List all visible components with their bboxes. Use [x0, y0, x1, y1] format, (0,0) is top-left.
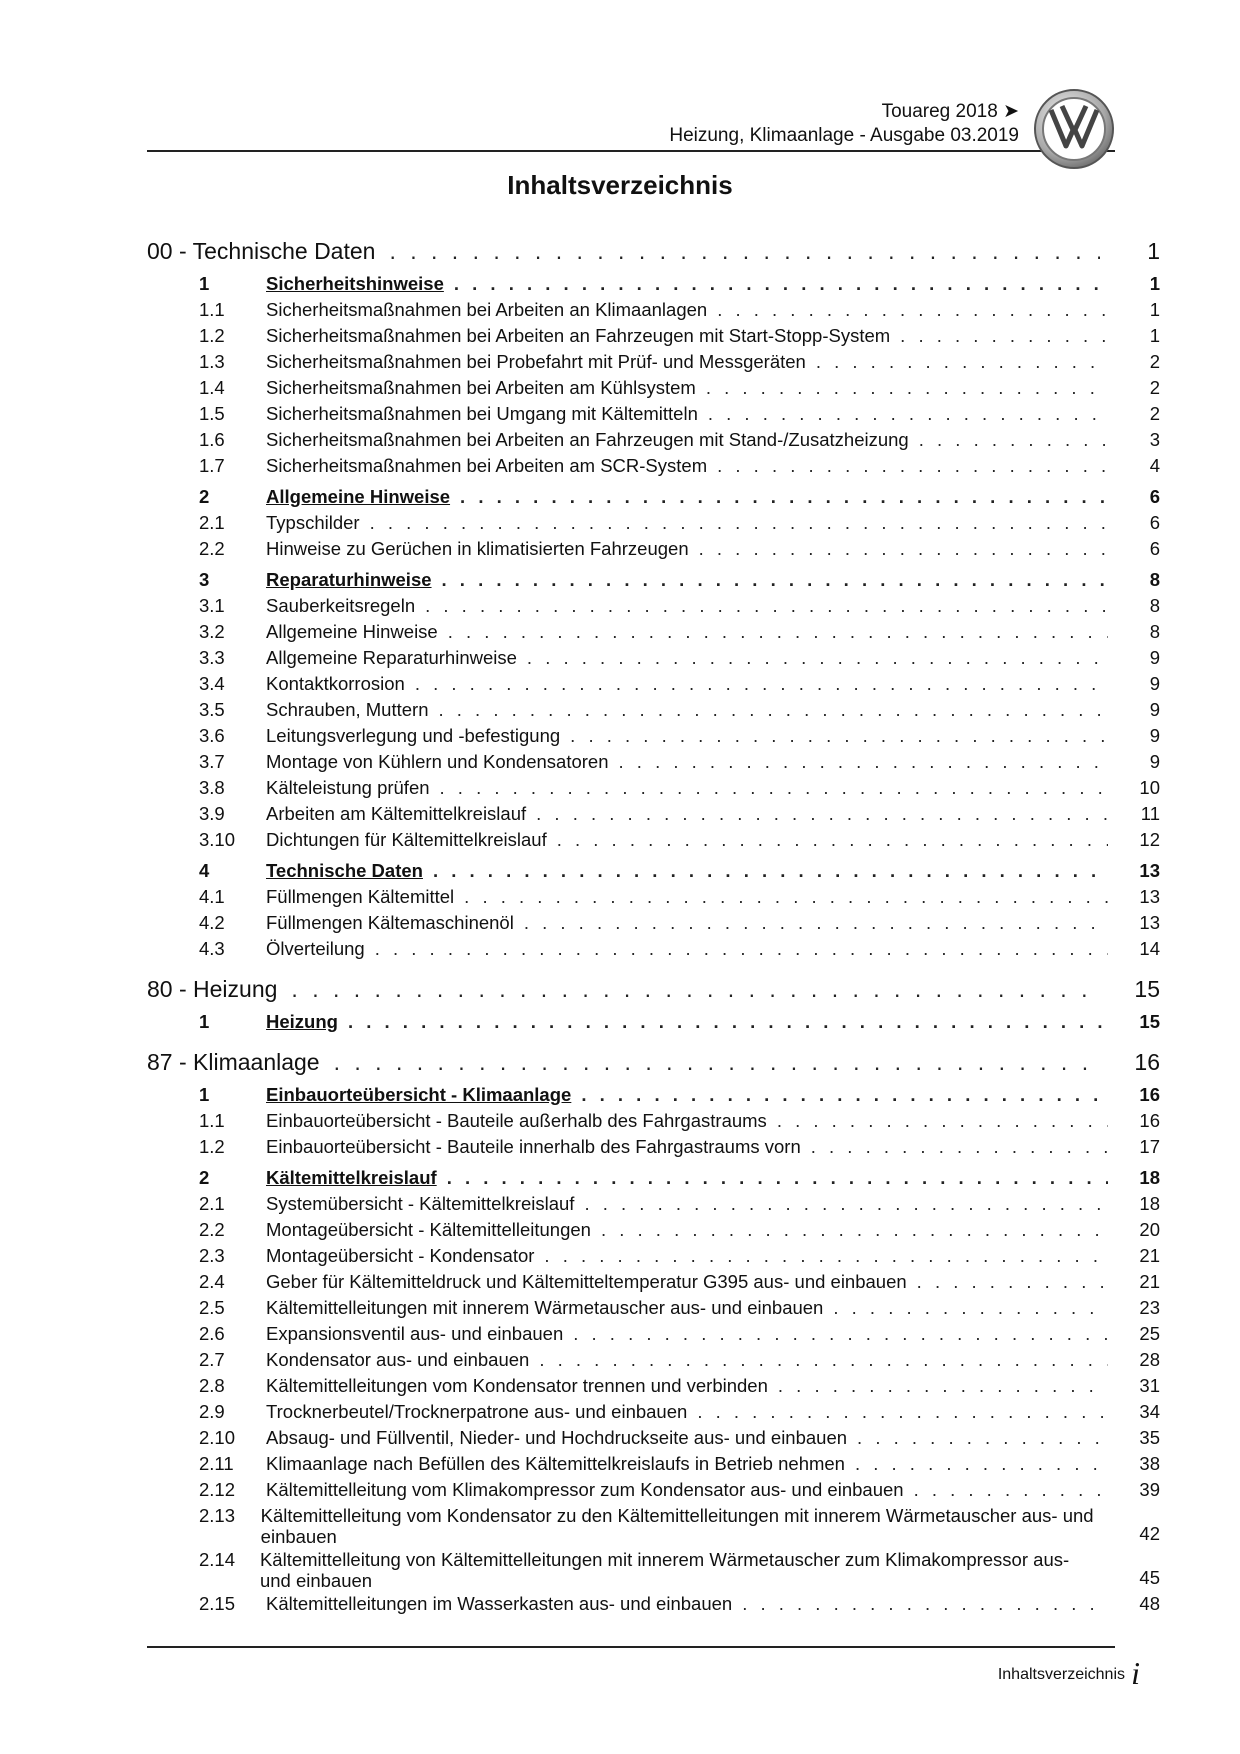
entry-number: 2.14: [199, 1549, 236, 1570]
dot-leader: [425, 593, 1108, 619]
entry-page: 2: [1149, 351, 1160, 372]
entry-title: Technische Daten: [266, 860, 423, 881]
entry-title: Klimaanlage nach Befüllen des Kältemittelkreislaufs in Betrieb nehmen: [266, 1453, 845, 1474]
entry-number: 2.4: [199, 1271, 225, 1292]
entry-title: Sicherheitshinweise: [266, 273, 444, 294]
entry-page: 2: [1149, 377, 1160, 398]
dot-leader: [777, 1108, 1108, 1134]
toc-section[interactable]: [147, 858, 1160, 884]
dot-leader: [742, 1591, 1108, 1617]
toc-section[interactable]: [147, 1165, 1160, 1191]
toc-entry[interactable]: [147, 1191, 1160, 1217]
entry-title: Einbauorteübersicht - Klimaanlage: [266, 1084, 572, 1105]
dot-leader: [857, 1425, 1108, 1451]
chapter-page: 16: [1134, 1049, 1160, 1075]
toc-entry[interactable]: [147, 1269, 1160, 1295]
entry-number: 2.12: [199, 1479, 236, 1500]
entry-page: 23: [1139, 1297, 1160, 1318]
entry-number: 1.1: [199, 299, 225, 320]
entry-page: 42: [1139, 1523, 1160, 1544]
entry-title: Füllmengen Kältemittel: [266, 886, 455, 907]
dot-leader: [708, 401, 1108, 427]
entry-page: 17: [1139, 1136, 1160, 1157]
toc-entry[interactable]: [147, 1295, 1160, 1321]
dot-leader: [917, 1269, 1108, 1295]
toc-entry[interactable]: [147, 349, 1160, 375]
entry-page: 16: [1139, 1110, 1160, 1131]
entry-title: Montageübersicht - Kondensator: [266, 1245, 535, 1266]
dot-leader: [454, 271, 1108, 297]
entry-title: Kältemittelleitung vom Kondensator zu den Kältemittelleitungen mit innerem Wärmetauscher aus- und einbauen: [260, 1505, 1094, 1547]
toc-chapter[interactable]: [147, 1049, 1160, 1076]
entry-title: Ölverteilung: [266, 938, 365, 959]
entry-number: 3.3: [199, 647, 225, 668]
entry-title: Montage von Kühlern und Kondensatoren: [266, 751, 609, 772]
dot-leader: [706, 375, 1108, 401]
toc-entry[interactable]: [147, 1547, 1160, 1591]
toc-entry[interactable]: [147, 536, 1160, 562]
entry-page: 6: [1149, 512, 1160, 533]
entry-title: Kältemittelleitungen vom Kondensator trennen und verbinden: [266, 1375, 768, 1396]
toc-entry[interactable]: [147, 593, 1160, 619]
entry-number: 1.2: [199, 1136, 225, 1157]
entry-title: Montageübersicht - Kältemittelleitungen: [266, 1219, 591, 1240]
dot-leader: [375, 936, 1108, 962]
dot-leader: [584, 1191, 1108, 1217]
toc-section[interactable]: [147, 484, 1160, 510]
page-title: Inhaltsverzeichnis: [507, 170, 733, 200]
entry-title: Schrauben, Muttern: [266, 699, 429, 720]
entry-number: 2.5: [199, 1297, 225, 1318]
entry-page: 13: [1139, 886, 1160, 907]
dot-leader: [601, 1217, 1108, 1243]
entry-page: 14: [1139, 938, 1160, 959]
toc-entry[interactable]: [147, 323, 1160, 349]
entry-number: 3.5: [199, 699, 225, 720]
entry-number: 2: [199, 1167, 210, 1188]
entry-number: 3.9: [199, 803, 225, 824]
dot-leader: [460, 484, 1108, 510]
entry-page: 48: [1139, 1593, 1160, 1614]
entry-number: 3: [199, 569, 210, 590]
entry-page: 9: [1149, 725, 1160, 746]
toc-section[interactable]: [147, 567, 1160, 593]
entry-title: Allgemeine Hinweise: [266, 621, 438, 642]
toc-entry[interactable]: [147, 671, 1160, 697]
toc-entry[interactable]: [147, 1451, 1160, 1477]
entry-page: 13: [1139, 912, 1160, 933]
entry-page: 6: [1149, 486, 1160, 507]
dot-leader: [717, 297, 1108, 323]
toc-entry[interactable]: [147, 297, 1160, 323]
entry-page: 20: [1139, 1219, 1160, 1240]
dot-leader: [370, 510, 1108, 536]
toc-entry[interactable]: [147, 1425, 1160, 1451]
entry-number: 2.8: [199, 1375, 225, 1396]
entry-page: 8: [1149, 621, 1160, 642]
toc-section[interactable]: [147, 271, 1160, 297]
entry-title: Sicherheitsmaßnahmen bei Arbeiten am SCR-System: [266, 455, 708, 476]
entry-page: 9: [1149, 751, 1160, 772]
entry-title: Allgemeine Hinweise: [266, 486, 451, 507]
entry-page: 8: [1149, 595, 1160, 616]
entry-title: Kondensator aus- und einbauen: [266, 1349, 530, 1370]
toc-entry[interactable]: [147, 619, 1160, 645]
entry-title: Füllmengen Kältemaschinenöl: [266, 912, 514, 933]
entry-title: Expansionsventil aus- und einbauen: [266, 1323, 564, 1344]
entry-title: Kältemittelleitung vom Klimakompressor zum Kondensator aus- und einbauen: [266, 1479, 904, 1500]
entry-page: 10: [1139, 777, 1160, 798]
entry-page: 39: [1139, 1479, 1160, 1500]
entry-title: Sicherheitsmaßnahmen bei Arbeiten am Kühlsystem: [266, 377, 696, 398]
toc-entry-list: [147, 271, 1160, 962]
page-header: [147, 88, 1115, 152]
entry-number: 4.3: [199, 938, 225, 959]
entry-number: 2.1: [199, 1193, 225, 1214]
entry-page: 25: [1139, 1323, 1160, 1344]
entry-number: 4: [199, 860, 210, 881]
entry-number: 2.10: [199, 1427, 236, 1448]
dot-leader: [524, 910, 1108, 936]
entry-title: Reparaturhinweise: [266, 569, 432, 590]
entry-number: 3.6: [199, 725, 225, 746]
toc-entry-list: [147, 1082, 1160, 1617]
entry-page: 13: [1139, 860, 1160, 881]
entry-number: 4.2: [199, 912, 225, 933]
toc-section[interactable]: [147, 1082, 1160, 1108]
dot-leader: [900, 323, 1108, 349]
entry-number: 2: [199, 486, 210, 507]
entry-page: 34: [1139, 1401, 1160, 1422]
entry-page: 38: [1139, 1453, 1160, 1474]
entry-number: 3.10: [199, 829, 236, 850]
chapter-title: 87 - Klimaanlage: [147, 1049, 320, 1075]
entry-number: 2.3: [199, 1245, 225, 1266]
entry-page: 21: [1139, 1271, 1160, 1292]
page-footer: [147, 1646, 1115, 1658]
entry-page: 8: [1149, 569, 1160, 590]
entry-title: Kältemittelkreislauf: [266, 1167, 437, 1188]
toc-entry[interactable]: [147, 427, 1160, 453]
entry-title: Kältemittelleitungen mit innerem Wärmetauscher aus- und einbauen: [266, 1297, 824, 1318]
toc-entry[interactable]: [147, 645, 1160, 671]
entry-page: 4: [1149, 455, 1160, 476]
toc-entry[interactable]: [147, 936, 1160, 962]
dot-leader: [557, 827, 1108, 853]
dot-leader: [699, 536, 1108, 562]
entry-number: 2.2: [199, 538, 225, 559]
chapter-page: 15: [1134, 976, 1160, 1002]
dot-leader: [536, 801, 1108, 827]
toc-entry[interactable]: [147, 827, 1160, 853]
entry-page: 31: [1139, 1375, 1160, 1396]
entry-page: 2: [1149, 403, 1160, 424]
entry-page: 35: [1139, 1427, 1160, 1448]
toc-entry-list: [147, 1009, 1160, 1035]
entry-title: Allgemeine Reparaturhinweise: [266, 647, 517, 668]
dot-leader: [447, 1165, 1108, 1191]
entry-title: Geber für Kältemitteldruck und Kältemitteltemperatur G395 aus- und einbauen: [266, 1271, 907, 1292]
entry-title: Kontaktkorrosion: [266, 673, 405, 694]
entry-number: 1.1: [199, 1110, 225, 1131]
entry-number: 1.6: [199, 429, 225, 450]
toc-entry[interactable]: [147, 884, 1160, 910]
toc-entry[interactable]: [147, 1503, 1160, 1547]
vw-logo-icon: [1033, 88, 1115, 170]
entry-number: 1.4: [199, 377, 225, 398]
entry-title: Sicherheitsmaßnahmen bei Arbeiten an Klimaanlagen: [266, 299, 708, 320]
dot-leader: [833, 1295, 1108, 1321]
entry-number: 3.8: [199, 777, 225, 798]
entry-number: 1.5: [199, 403, 225, 424]
entry-page: 18: [1139, 1167, 1160, 1188]
toc-chapter[interactable]: [147, 238, 1160, 265]
entry-number: 1.2: [199, 325, 225, 346]
dot-leader: [539, 1347, 1108, 1373]
entry-page: 9: [1149, 647, 1160, 668]
entry-title: Typschilder: [266, 512, 360, 533]
entry-page: 45: [1139, 1567, 1160, 1588]
entry-page: 6: [1149, 538, 1160, 559]
footer-page-number: i: [1131, 1655, 1140, 1691]
dot-leader: [448, 619, 1108, 645]
toc-entry[interactable]: [147, 723, 1160, 749]
dot-leader: [778, 1373, 1108, 1399]
header-model: Touareg 2018 ➤: [881, 101, 1019, 122]
toc-entry[interactable]: [147, 401, 1160, 427]
toc-entry[interactable]: [147, 510, 1160, 536]
entry-page: 9: [1149, 699, 1160, 720]
entry-number: 2.6: [199, 1323, 225, 1344]
entry-number: 2.11: [199, 1453, 234, 1474]
entry-number: 3.4: [199, 673, 225, 694]
entry-title: Kältemittelleitung von Kältemittelleitungen mit innerem Wärmetauscher zum Klimakompressor aus- und einbauen: [259, 1549, 1070, 1591]
entry-number: 1.7: [199, 455, 225, 476]
dot-leader: [855, 1451, 1108, 1477]
dot-leader: [619, 749, 1108, 775]
toc-entry[interactable]: [147, 1243, 1160, 1269]
header-subtitle: Heizung, Klimaanlage - Ausgabe 03.2019: [669, 125, 1019, 146]
dot-leader: [581, 1082, 1108, 1108]
toc-entry[interactable]: [147, 375, 1160, 401]
chapter-title: 80 - Heizung: [147, 976, 278, 1002]
dot-leader: [389, 238, 1100, 265]
entry-title: Systemübersicht - Kältemittelkreislauf: [266, 1193, 575, 1214]
entry-title: Kältemittelleitungen im Wasserkasten aus- und einbauen: [266, 1593, 733, 1614]
dot-leader: [527, 645, 1108, 671]
entry-title: Leitungsverlegung und -befestigung: [266, 725, 561, 746]
dot-leader: [697, 1399, 1108, 1425]
dot-leader: [415, 671, 1108, 697]
entry-title: Sicherheitsmaßnahmen bei Probefahrt mit Prüf- und Messgeräten: [266, 351, 806, 372]
entry-page: 1: [1149, 273, 1160, 294]
entry-page: 18: [1139, 1193, 1160, 1214]
dot-leader: [464, 884, 1108, 910]
entry-number: 1: [199, 1011, 210, 1032]
entry-number: 1: [199, 273, 210, 294]
toc-entry[interactable]: [147, 775, 1160, 801]
dot-leader: [811, 1134, 1108, 1160]
dot-leader: [573, 1321, 1108, 1347]
dot-leader: [334, 1049, 1100, 1076]
dot-leader: [919, 427, 1108, 453]
chapter-title: 00 - Technische Daten: [147, 238, 376, 264]
entry-number: 1.3: [199, 351, 225, 372]
entry-title: Einbauorteübersicht - Bauteile innerhalb des Fahrgastraums vorn: [266, 1136, 801, 1157]
table-of-contents: [147, 238, 1160, 1617]
dot-leader: [433, 858, 1108, 884]
entry-page: 15: [1139, 1011, 1160, 1032]
entry-title: Heizung: [266, 1011, 338, 1032]
entry-page: 21: [1139, 1245, 1160, 1266]
entry-page: 1: [1149, 325, 1160, 346]
dot-leader: [914, 1477, 1108, 1503]
dot-leader: [438, 697, 1108, 723]
entry-number: 3.1: [199, 595, 225, 616]
dot-leader: [544, 1243, 1108, 1269]
entry-title: Arbeiten am Kältemittelkreislauf: [266, 803, 527, 824]
entry-number: 2.15: [199, 1593, 236, 1614]
entry-page: 9: [1149, 673, 1160, 694]
dot-leader: [440, 775, 1108, 801]
toc-entry[interactable]: [147, 1477, 1160, 1503]
entry-page: 28: [1139, 1349, 1160, 1370]
toc-entry[interactable]: [147, 801, 1160, 827]
toc-entry[interactable]: [147, 1108, 1160, 1134]
footer-label: Inhaltsverzeichnis: [997, 1666, 1125, 1683]
entry-title: Dichtungen für Kältemittelkreislauf: [266, 829, 547, 850]
entry-page: 1: [1149, 299, 1160, 320]
toc-entry[interactable]: [147, 697, 1160, 723]
toc-entry[interactable]: [147, 1399, 1160, 1425]
entry-number: 2.7: [199, 1349, 225, 1370]
dot-leader: [570, 723, 1108, 749]
toc-entry[interactable]: [147, 1373, 1160, 1399]
entry-page: 16: [1139, 1084, 1160, 1105]
entry-title: Sauberkeitsregeln: [266, 595, 416, 616]
entry-title: Hinweise zu Gerüchen in klimatisierten Fahrzeugen: [266, 538, 689, 559]
toc-entry[interactable]: [147, 1321, 1160, 1347]
entry-number: 3.2: [199, 621, 225, 642]
dot-leader: [291, 976, 1100, 1003]
header-text: [669, 100, 1019, 148]
entry-number: 2.13: [199, 1505, 236, 1526]
toc-entry[interactable]: [147, 1134, 1160, 1160]
entry-number: 2.1: [199, 512, 225, 533]
toc-section[interactable]: [147, 1009, 1160, 1035]
toc-entry[interactable]: [147, 1217, 1160, 1243]
entry-title: Trocknerbeutel/Trocknerpatrone aus- und einbauen: [266, 1401, 688, 1422]
entry-title: Kälteleistung prüfen: [266, 777, 430, 798]
dot-leader: [816, 349, 1108, 375]
entry-number: 2.9: [199, 1401, 225, 1422]
entry-page: 11: [1140, 803, 1160, 824]
entry-title: Sicherheitsmaßnahmen bei Umgang mit Kältemitteln: [266, 403, 698, 424]
dot-leader: [348, 1009, 1108, 1035]
dot-leader: [442, 567, 1108, 593]
entry-title: Absaug- und Füllventil, Nieder- und Hochdruckseite aus- und einbauen: [266, 1427, 848, 1448]
toc-chapter[interactable]: [147, 976, 1160, 1003]
toc-entry[interactable]: [147, 453, 1160, 479]
entry-number: 4.1: [199, 886, 225, 907]
entry-number: 1: [199, 1084, 210, 1105]
entry-title: Sicherheitsmaßnahmen bei Arbeiten an Fahrzeugen mit Stand-/Zusatzheizung: [266, 429, 909, 450]
entry-page: 12: [1139, 829, 1160, 850]
toc-entry[interactable]: [147, 1591, 1160, 1617]
entry-title: Einbauorteübersicht - Bauteile außerhalb des Fahrgastraums: [266, 1110, 767, 1131]
toc-entry[interactable]: [147, 1347, 1160, 1373]
dot-leader: [717, 453, 1108, 479]
toc-entry[interactable]: [147, 910, 1160, 936]
entry-title: Sicherheitsmaßnahmen bei Arbeiten an Fahrzeugen mit Start-Stopp-System: [266, 325, 891, 346]
chapter-page: 1: [1147, 238, 1160, 264]
entry-number: 3.7: [199, 751, 225, 772]
entry-number: 2.2: [199, 1219, 225, 1240]
toc-entry[interactable]: [147, 749, 1160, 775]
entry-page: 3: [1149, 429, 1160, 450]
